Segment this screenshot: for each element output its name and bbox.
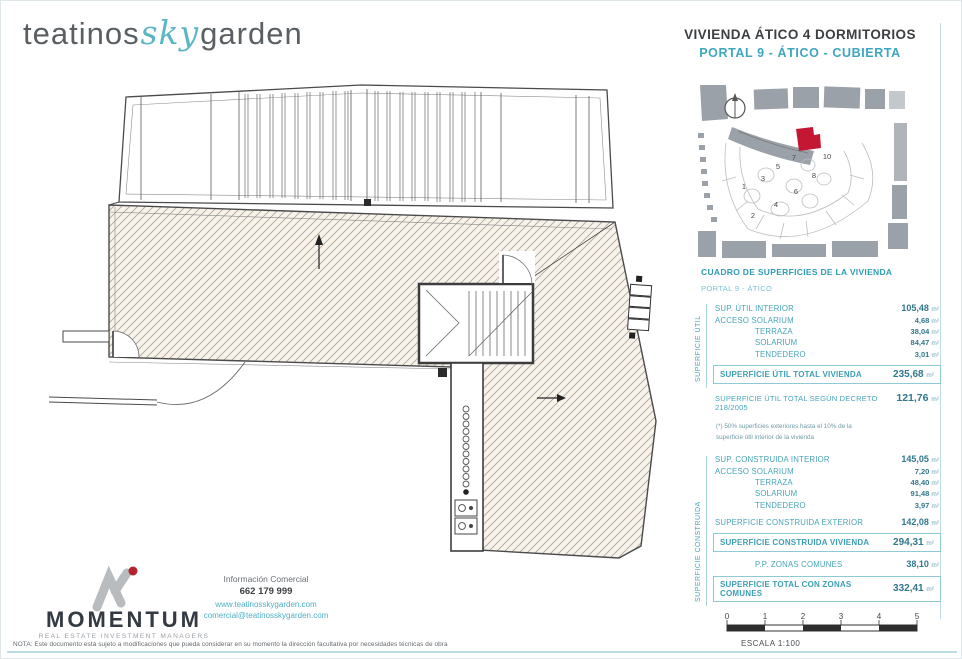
table-row: SOLARIUM 84,47 m² [755, 338, 939, 348]
logo-garden: garden [200, 16, 303, 51]
momentum-m-glyph-icon [97, 567, 138, 608]
svg-text:4: 4 [773, 200, 779, 209]
north-indicator-icon [725, 93, 745, 118]
table-row: SOLARIUM 91,48 m² [755, 489, 939, 499]
scale-tick-labels [725, 612, 920, 621]
table-row: ACCESO SOLARIUM 7,20 m² [715, 466, 939, 476]
table-row: TERRAZA 48,40 m² [755, 477, 939, 487]
service-corridor [438, 363, 483, 551]
decree-total-row: SUPERFICIE ÚTIL TOTAL SEGÚN DECRETO 218/2005 121,76 m² [715, 392, 939, 413]
svg-text:0: 0 [724, 612, 730, 621]
logo-sky: sky [140, 13, 200, 52]
svg-text:2: 2 [800, 612, 806, 621]
table-row: ACCESO SOLARIUM 4,68 m² [715, 315, 939, 325]
sheet-header [641, 27, 959, 60]
svg-text:10: 10 [822, 152, 832, 161]
graphic-scale-bar [713, 609, 928, 639]
exterior-total-row: SUPERFICIE CONSTRUIDA EXTERIOR 142,08 m² [715, 517, 939, 528]
solarium-hatched-area [109, 199, 656, 558]
svg-text:5: 5 [914, 612, 920, 621]
map-plot-numbers [742, 152, 831, 220]
brand-logo [23, 13, 303, 52]
surfaces-table-title: CUADRO DE SUPERFICIES DE LA VIVIENDA [701, 267, 893, 277]
util-total-box: SUPERFICIE ÚTIL TOTAL VIVIENDA 235,68 m² [713, 365, 941, 384]
table-footnote: (*) 50% superficies exteriores hasta el 10% de la superficie útil interior de la vivienda [716, 423, 852, 441]
email-link[interactable]: comercial@teatinosskygarden.com [203, 611, 329, 620]
svg-text:4: 4 [876, 612, 882, 621]
table-row: SUP. CONSTRUIDA INTERIOR 145,05 m² [715, 454, 939, 465]
svg-text:7: 7 [791, 153, 797, 162]
highlighted-building-portal-9 [796, 127, 821, 151]
svg-text:8: 8 [811, 171, 817, 180]
svg-text:3: 3 [760, 174, 766, 183]
scale-label: ESCALA 1:100 [741, 639, 801, 648]
grand-total-box: SUPERFICIE TOTAL CON ZONAS COMUNES 332,41 m² [713, 576, 941, 602]
construida-surface-table [713, 453, 941, 604]
svg-text:3: 3 [838, 612, 844, 621]
svg-text:5: 5 [775, 162, 781, 171]
svg-text:1: 1 [762, 612, 768, 621]
page-subtitle: PORTAL 9 - ÁTICO - CUBIERTA [699, 46, 901, 60]
zonas-comunes-row: P.P. ZONAS COMUNES 38,10 m² [755, 559, 939, 570]
svg-text:1: 1 [741, 182, 747, 191]
construida-section-side-label: SUPERFICIE CONSTRUIDA [695, 501, 702, 602]
contact-heading: Información Comercial [223, 574, 309, 584]
svg-text:2: 2 [750, 211, 756, 220]
floor-plan-drawing [49, 79, 669, 579]
website-link[interactable]: www.teatinosskygarden.com [215, 600, 317, 609]
site-location-map [696, 81, 911, 266]
table-row: TERRAZA 38,04 m² [755, 326, 939, 336]
util-surface-table [713, 302, 941, 444]
table-row: TENDEDERO 3,01 m² [755, 349, 939, 359]
util-section-side-label: SUPERFICIE ÚTIL [695, 315, 702, 382]
momentum-tagline: REAL ESTATE INVESTMENT MANAGERS [38, 633, 210, 640]
roof-pergola-band [119, 85, 613, 208]
surfaces-table-subtitle: PORTAL 9 - ÁTICO [701, 284, 773, 293]
construida-section-line [706, 456, 707, 606]
logo-teatinos: teatinos [23, 16, 140, 51]
disclaimer-note: NOTA: Este documento está sujeto a modificaciones que pueda considerar en su momento la dirección facultativa por necesidades técnicas de obra [13, 641, 448, 648]
svg-text:6: 6 [793, 187, 799, 196]
table-row: TENDEDERO 3,97 m² [755, 500, 939, 510]
momentum-name: MOMENTUM [46, 607, 202, 632]
contact-phone: 662 179 999 [239, 586, 293, 597]
table-row: SUP. ÚTIL INTERIOR 105,48 m² [715, 303, 939, 314]
util-section-line [706, 304, 707, 388]
page-frame-bottom [7, 651, 957, 653]
construida-total-box: SUPERFICIE CONSTRUIDA VIVIENDA 294,31 m² [713, 533, 941, 552]
page-title: VIVIENDA ÁTICO 4 DORMITORIOS [684, 27, 916, 42]
contact-block [176, 574, 356, 620]
